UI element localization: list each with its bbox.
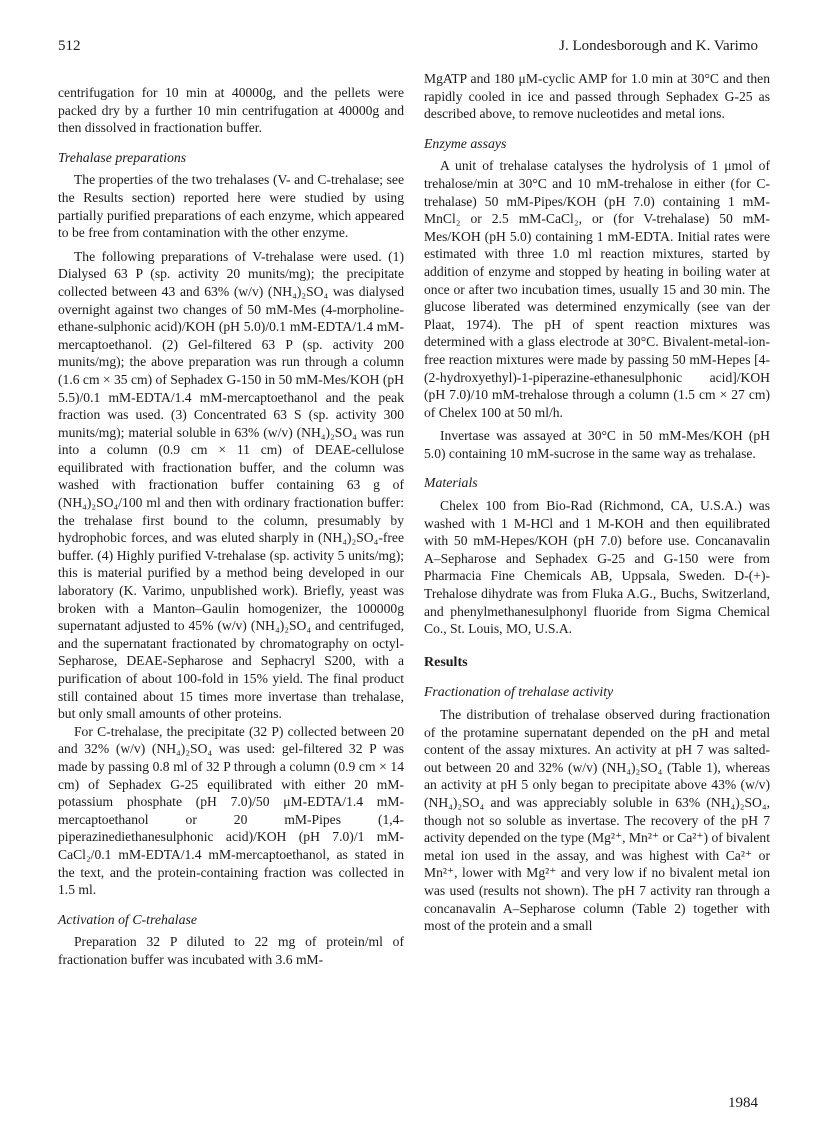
- page-number: 512: [58, 38, 81, 54]
- section-heading-trehalase-preparations: Trehalase preparations: [58, 149, 187, 165]
- left-column: [58, 84, 404, 969]
- section-heading-materials: Materials: [424, 475, 478, 491]
- footer-year: 1984: [728, 1095, 758, 1111]
- section-heading-enzyme-assays: Enzyme assays: [424, 135, 507, 151]
- paragraph-intro: centrifugation for 10 min at 40000g, and the pellets were packed dry by a further 10 min centrifugation at 40000g and then dissolved in fractionation buffer.: [58, 85, 404, 136]
- subsection-heading-fractionation: Fractionation of trehalase activity: [424, 684, 614, 700]
- paragraph-unit-definition: A unit of trehalase catalyses the hydrolysis of 1 μmol of trehalose/min at 30°C and 10 mM-trehalose in either (for C-trehalase) 50 mM-Pipes/KOH (pH 7.0) containing 1 mM-MnCl₂ or 2.5 mM-CaCl₂, or (for V-trehalase) 50 mM-Mes/KOH (pH 5.0) containing 1 mM-EDTA. Initial rates were estimated with three 1.0 ml reaction mixtures, started by addition of enzyme and stopped by heating in boiling water at once or after two incubation times, usually 15 and 30 min. The glucose liberated was determined enzymically (see van der Plaat, 1974). The pH of spent reaction mixtures was determined with a glass electrode at 30°C. Bivalent-metal-ion-free reaction mixtures were made by passing 50 mM-Hepes [4-(2-hydroxyethyl)-1-piperazine-ethanesulphonic acid]/KOH (pH 7.0)/10 mM-trehalose through a column (1.5 cm × 27 cm) of Chelex 100 at 50 ml/h.: [424, 158, 770, 420]
- section-heading-results: Results: [424, 654, 468, 670]
- paragraph-v-trehalase-preparations: The following preparations of V-trehalase were used. (1) Dialysed 63 P (sp. activity 20 munits/mg); the precipitate collected between 43 and 63% (w/v) (NH₄)₂SO₄ was dialysed overnight against two changes of 50 mM-Mes (4-morpholine-ethane-sulphonic acid)/KOH (pH 5.0)/0.1 mM-EDTA/1.4 mM-mercaptoethanol. (2) Gel-filtered 63 P (sp. activity 200 munits/mg); the above preparation was run through a column (1.6 cm × 35 cm) of Sephadex G-150 in 50 mM-Mes/KOH (pH 5.5)/0.1 mM-EDTA/1.4 mM-mercaptoethanol and the peak fraction was used. (3) Concentrated 63 S (sp. activity 300 munits/mg); material soluble in 63% (w/v) (NH₄)₂SO₄ was run into a column (0.9 cm × 11 cm) of DEAE-cellulose equilibrated with fractionation buffer, and the column was washed with fractionation buffer containing 63 g of (NH₄)₂SO₄/100 ml and then with ordinary fractionation buffer: the trehalase first bound to the column, presumably by hydrophobic forces, and was eluted sharply in (NH₄)₂SO₄-free buffer. (4) Highly purified V-trehalase (sp. activity 5 units/mg); this is material purified by a method being developed in our laboratory (K. Varimo, unpublished work). Briefly, yeast was broken with a Manton–Gaulin homogenizer, the 100000g supernatant adjusted to 45% (w/v) (NH₄)₂SO₄ and centrifuged, and the supernatant fractionated by chromatography on octyl-Sepharose, DEAE-Sepharose and Sephacryl S200, with a purification of about 100-fold in 15% yield. The final product still contained about 15 times more invertase than trehalase, but only small amounts of other proteins.: [58, 248, 404, 722]
- paragraph-materials: Chelex 100 from Bio-Rad (Richmond, CA, U.S.A.) was washed with 1 M-HCl and 1 M-KOH and then equilibrated with 50 mM-Hepes/KOH (pH 7.0) before use. Concanavalin A–Sepharose and Sephadex G-25 and G-150 were from Pharmacia Fine Chemicals AB, Uppsala, Sweden. D-(+)-Trehalose dihydrate was from Fluka A.G., Buchs, Switzerland, and phenylmethanesulphonyl fluoride from Sigma Chemical Co., St. Louis, MO, U.S.A.: [424, 498, 770, 637]
- paragraph-invertase: Invertase was assayed at 30°C in 50 mM-Mes/KOH (pH 5.0) containing 10 mM-sucrose in the same way as trehalase.: [424, 428, 770, 461]
- paragraph-results: The distribution of trehalase observed during fractionation of the protamine supernatant depended on the pH and metal content of the assay mixtures. An activity at pH 7 was salted-out between 20 and 32% (w/v) (NH₄)₂SO₄ (Table 1), whereas an activity at pH 5 only began to precipitate above 43% (w/v) (NH₄)₂SO₄ and was appreciably soluble in 63% (NH₄)₂SO₄, though not so soluble as invertase. The recovery of the pH 7 activity depended on the type (Mg²⁺, Mn²⁺ or Ca²⁺) of bivalent metal ion used in the assay, and was highest with Ca²⁺ or Mn²⁺, lower with Mg²⁺ and very low if no bivalent metal ion was used (results not shown). The pH 7 activity ran through a concanavalin A–Sepharose column (Table 2) together with most of the protein and a small: [424, 707, 770, 934]
- running-header-authors: J. Londesborough and K. Varimo: [559, 38, 758, 54]
- paragraph-activation-continued: MgATP and 180 μM-cyclic AMP for 1.0 min at 30°C and then rapidly cooled in ice and passed through Sephadex G-25 as described above, to remove nucleotides and metal ions.: [424, 71, 770, 122]
- right-column: [424, 70, 770, 935]
- paragraph-activation: Preparation 32 P diluted to 22 mg of protein/ml of fractionation buffer was incubated with 3.6 mM-: [58, 934, 404, 967]
- paragraph-c-trehalase: For C-trehalase, the precipitate (32 P) collected between 20 and 32% (w/v) (NH₄)₂SO₄ was used: gel-filtered 32 P was made by passing 0.8 ml of 32 P through a column (0.9 cm × 14 cm) of Sephadex G-25 equilibrated with either 20 mM-potassium phosphate (pH 7.0)/50 μM-EDTA/1.4 mM-mercaptoethanol or 20 mM-Pipes (1,4-piperazinediethanesulphonic acid)/KOH (pH 7.0)/1 mM-CaCl₂/0.1 mM-EDTA/1.4 mM-mercaptoethanol, as stated in the text, and the protein-containing fraction was collected in 1.5 ml.: [58, 723, 404, 898]
- paragraph-properties: The properties of the two trehalases (V- and C-trehalase; see the Results section) reported here were studied by using partially purified preparations of each enzyme, which appeared to be free from contamination with the other enzyme.: [58, 172, 404, 241]
- section-heading-activation: Activation of C-trehalase: [58, 911, 197, 927]
